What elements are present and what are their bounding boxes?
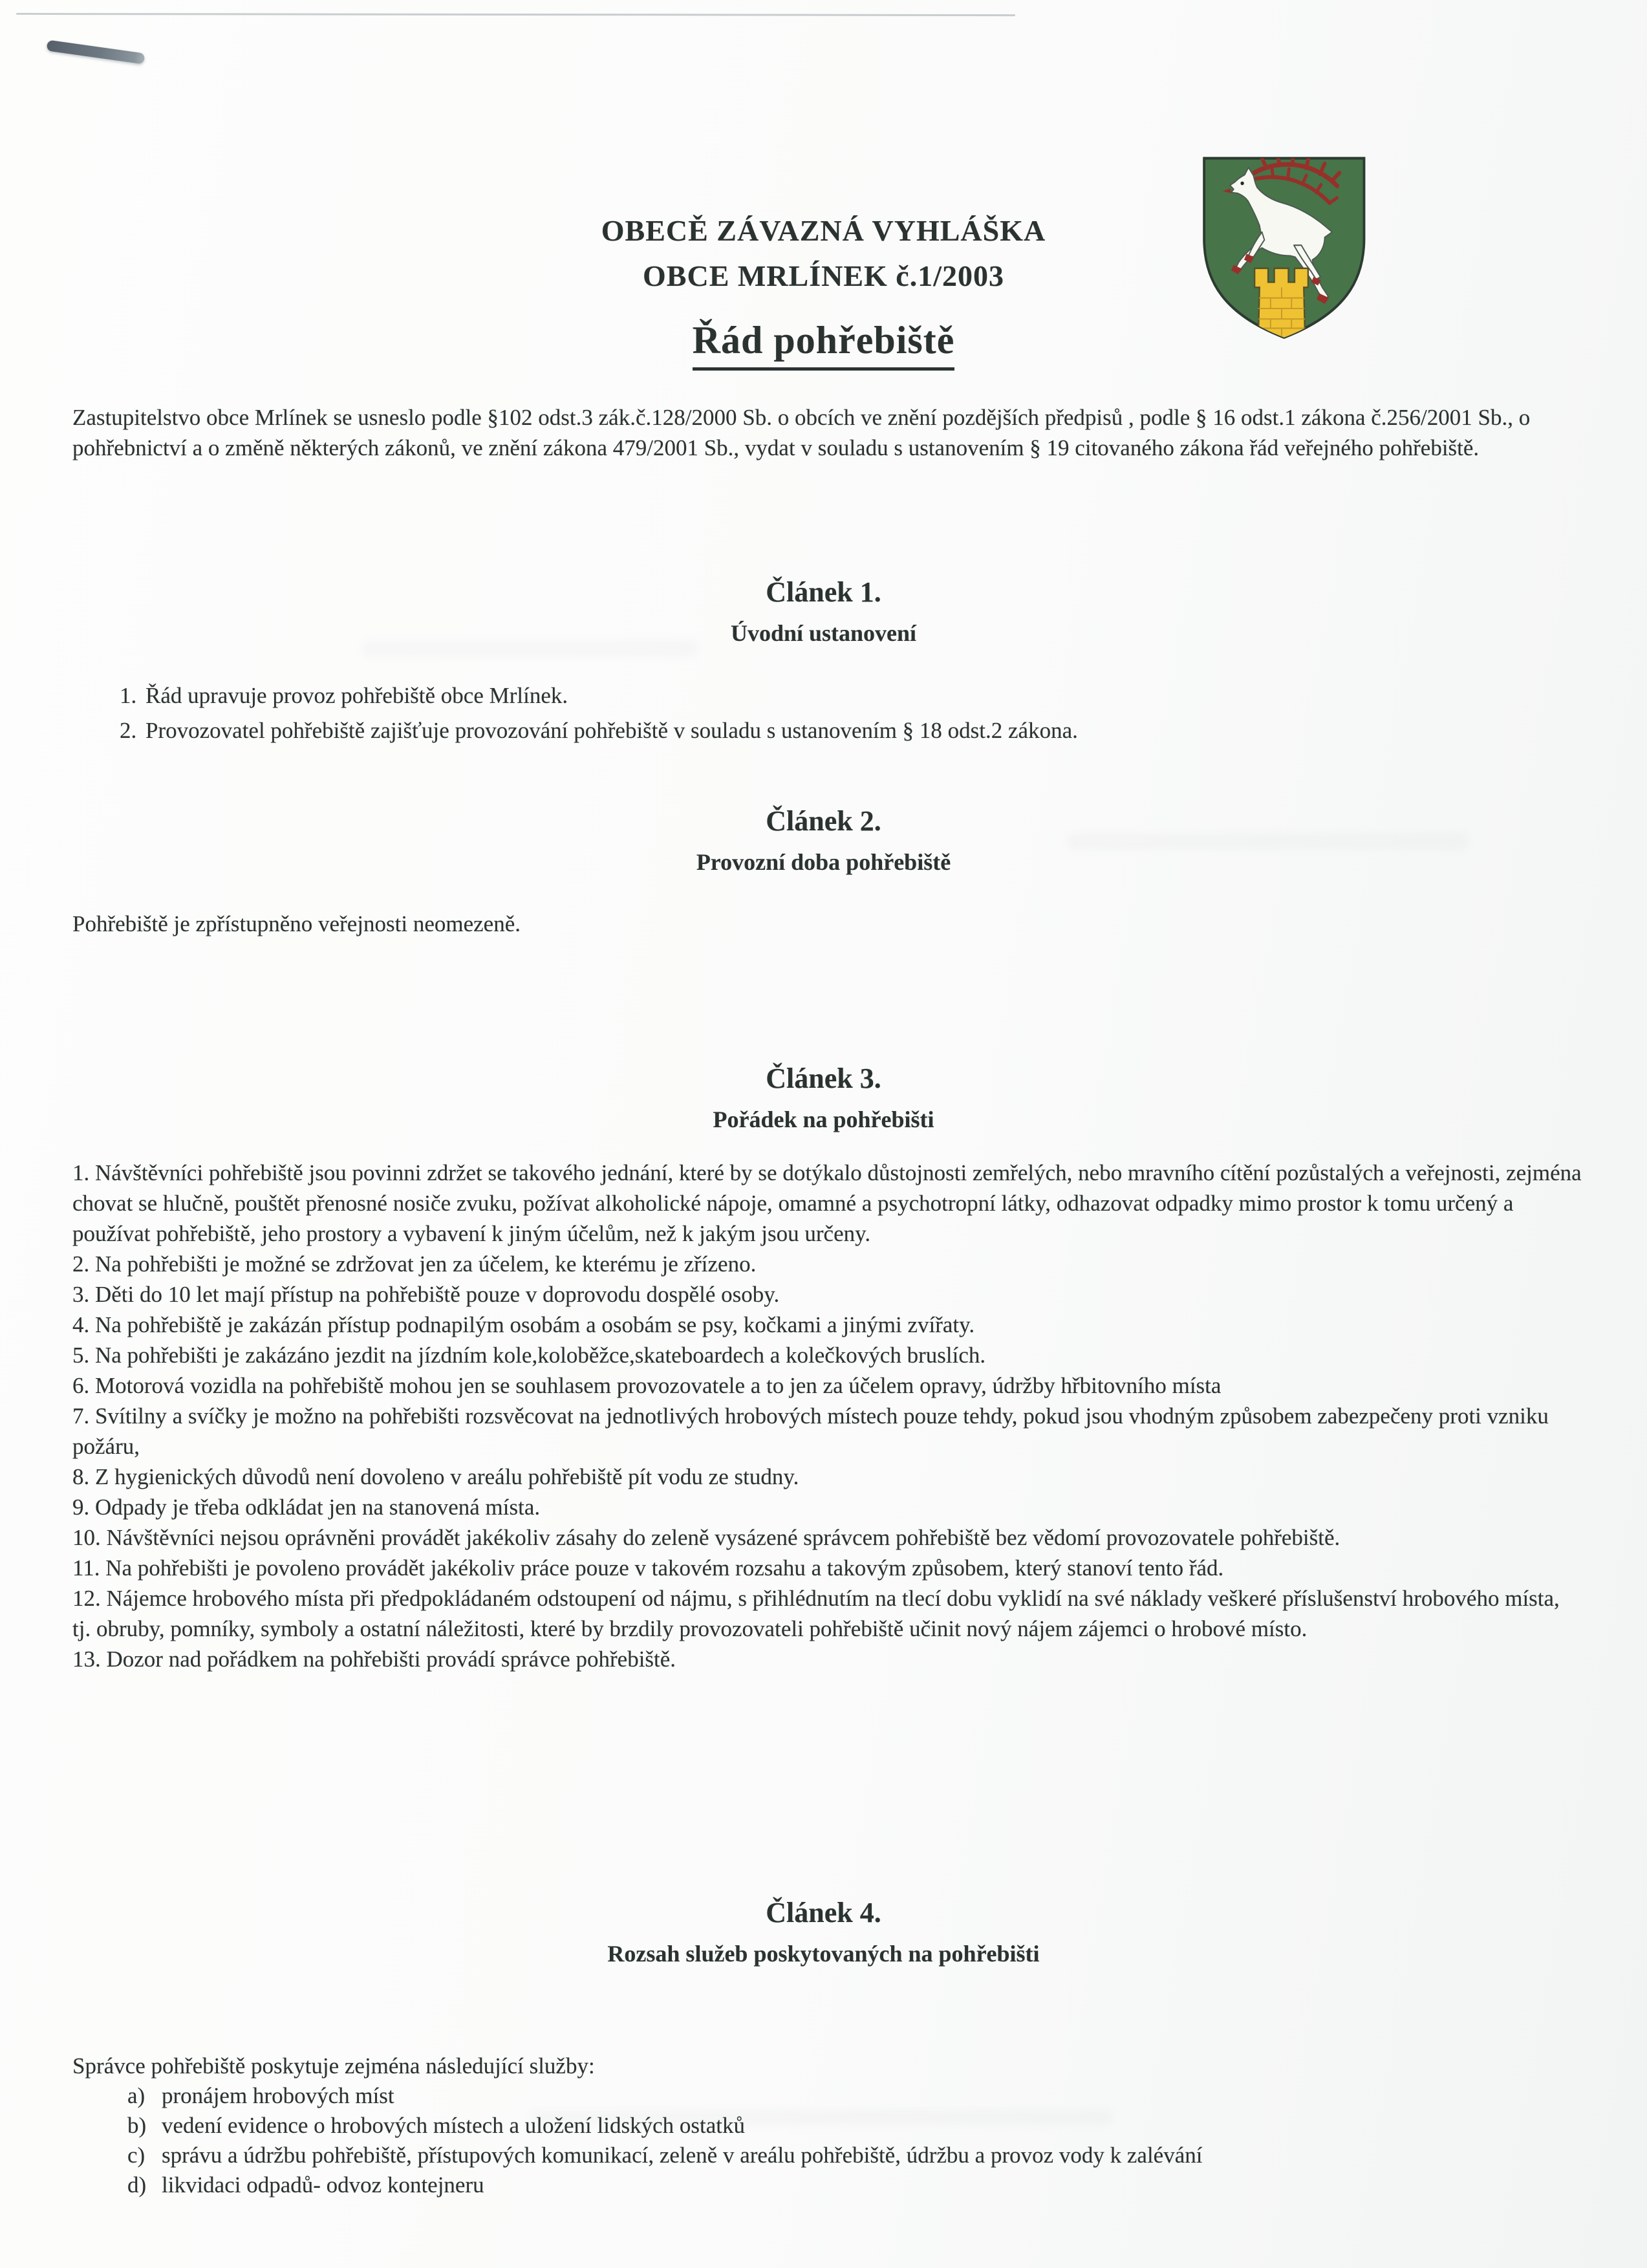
clause: 4. Na pohřebiště je zakázán přístup podnapilým osobám a osobám se psy, kočkami a jinými zvířaty. [72, 1312, 975, 1337]
clause: 9. Odpady je třeba odkládat jen na stanovená místa. [72, 1495, 541, 1520]
numbered-item [120, 678, 1647, 713]
document-kicker [0, 208, 1647, 299]
clause: 5. Na pohřebišti je zakázáno jezdit na jízdním kole,koloběžce,skateboardech a kolečkových bruslích. [72, 1343, 986, 1368]
clause: 12. Nájemce hrobového místa při předpokládaném odstoupení od nájmu, s přihlédnutím na tlecí dobu vyklidí na své náklady veškeré příslušenství hrobového místa, tj. obruby, pomníky, symboly a ostatní náležitosti, které by brzdily provozovateli pohřebiště učinit nový nájem zájemci o hrobové místo. [72, 1586, 1560, 1641]
item-text: pronájem hrobových míst [162, 2083, 394, 2108]
lettered-item [127, 2170, 1647, 2200]
lettered-item [127, 2111, 1647, 2141]
clause: 10. Návštěvníci nejsou oprávněni provádět jakékoliv zásahy do zeleně vysázené správcem pohřebiště bez vědomí provozovatele pohřebiště. [72, 1525, 1340, 1550]
item-number: 2. [120, 718, 137, 743]
stag-eye [1240, 182, 1243, 186]
scan-edge-line [16, 13, 1015, 16]
clause: 3. Děti do 10 let mají přístup na pohřebiště pouze v doprovodu dospělé osoby. [72, 1282, 780, 1307]
numbered-item [120, 713, 1647, 748]
article-4-heading: Článek 4. [766, 1897, 881, 1928]
item-number: 1. [120, 683, 137, 708]
item-letter: a) [127, 2083, 145, 2108]
lettered-item [127, 2141, 1647, 2170]
clause: 7. Svítilny a svíčky je možno na pohřebišti rozsvěcovat na jednotlivých hrobových místech pouze tehdy, pokud jsou vhodným způsobem zabezpečeny proti vzniku požáru, [72, 1403, 1549, 1459]
article-2 [0, 805, 1647, 939]
article-1-heading: Článek 1. [766, 576, 881, 608]
item-text: Řád upravuje provoz pohřebiště obce Mrlínek. [145, 683, 568, 708]
clause: 11. Na pohřebišti je povoleno provádět jakékoliv práce pouze v takovém rozsahu a takovým způsobem, který stanoví tento řád. [72, 1555, 1224, 1581]
article-2-heading: Článek 2. [766, 805, 881, 837]
article-4 [0, 1896, 1647, 2200]
article-3-clauses [72, 1158, 1582, 1674]
clause: 13. Dozor nad pořádkem na pohřebišti provádí správce pohřebiště. [72, 1647, 676, 1672]
item-letter: b) [127, 2113, 147, 2138]
article-1-subheading: Úvodní ustanovení [730, 620, 917, 646]
clause: 1. Návštěvníci pohřebiště jsou povinni zdržet se takového jednání, které by se dotýkalo důstojnosti zemřelých, nebo mravního cítění pozůstalých a veřejnosti, zejména chovat se hlučně, pouštět přenosné nosiče zvuku, požívat alkoholické nápoje, omamné a psychotropní látky, odhazovat odpadky mimo prostor k tomu určený a používat pohřebiště, jeho prostory a vybavení k jiným účelům, než k jakým jsou určeny. [72, 1160, 1582, 1246]
article-3 [0, 1062, 1647, 1674]
article-3-heading: Článek 3. [766, 1063, 881, 1094]
clause: 2. Na pohřebišti je možné se zdržovat jen za účelem, ke kterému je zřízeno. [72, 1251, 757, 1277]
article-1-items [120, 678, 1647, 748]
clause: 8. Z hygienických důvodů není dovoleno v areálu pohřebiště pít vodu ze studny. [72, 1464, 799, 1489]
kicker-line1: OBECĚ ZÁVAZNÁ VYHLÁŠKA [601, 214, 1046, 247]
item-text: Provozovatel pohřebiště zajišťuje provozování pohřebiště v souladu s ustanovením § 18 odst.2 zákona. [145, 718, 1078, 743]
clause: 6. Motorová vozidla na pohřebiště mohou jen se souhlasem provozovatele a to jen za účelem opravy, údržby hřbitovního místa [72, 1373, 1222, 1398]
item-text: vedení evidence o hrobových místech a uložení lidských ostatků [162, 2113, 745, 2138]
pen-mark-artifact [47, 40, 145, 65]
article-4-items [127, 2081, 1647, 2200]
article-1 [0, 576, 1647, 748]
article-2-subheading: Provozní doba pohřebiště [696, 849, 951, 875]
document-title: Řád pohřebiště [693, 318, 955, 371]
item-text: správu a údržbu pohřebiště, přístupových komunikací, zeleně v areálu pohřebiště, údržbu a provoz vody k zalévání [162, 2143, 1203, 2168]
article-3-subheading: Pořádek na pohřebišti [713, 1107, 934, 1132]
article-4-lead: Správce pohřebiště poskytuje zejména následující služby: [72, 2053, 595, 2079]
item-text: likvidaci odpadů- odvoz kontejneru [162, 2172, 484, 2198]
kicker-line2: OBCE MRLÍNEK č.1/2003 [643, 259, 1004, 292]
item-letter: d) [127, 2172, 147, 2198]
article-2-body: Pohřebiště je zpřístupněno veřejnosti neomezeně. [72, 911, 521, 936]
item-letter: c) [127, 2143, 145, 2168]
article-4-subheading: Rozsah služeb poskytovaných na pohřebišti [607, 1941, 1040, 1967]
document-title-wrap [0, 318, 1647, 371]
intro-paragraph: Zastupitelstvo obce Mrlínek se usneslo podle §102 odst.3 zák.č.128/2000 Sb. o obcích ve znění pozdějších předpisů , podle § 16 odst.1 zákona č.256/2001 Sb., o pohřebnictví a o změně některých zákonů, ve znění zákona 479/2001 Sb., vydat v souladu s ustanovením § 19 citovaného zákona řád veřejného pohřebiště. [72, 405, 1531, 460]
lettered-item [127, 2081, 1647, 2111]
